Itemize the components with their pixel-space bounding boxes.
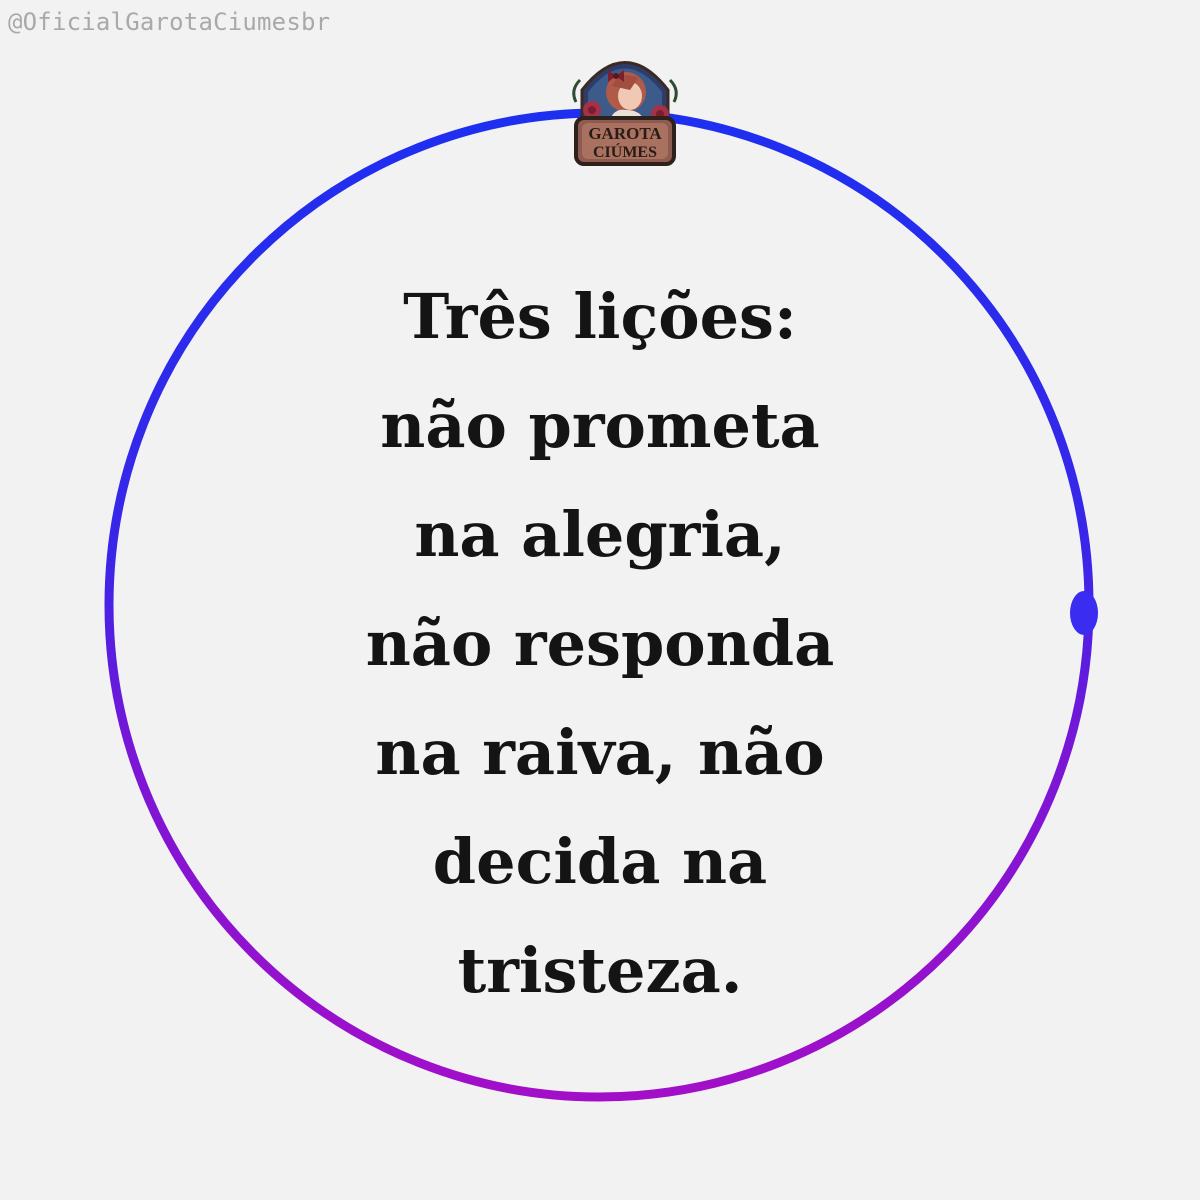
quote-text [250, 262, 950, 1025]
quote-line: decida na [432, 825, 768, 898]
watermark-handle: @OficialGarotaCiumesbr [8, 8, 331, 36]
quote-line: não prometa [380, 389, 820, 462]
quote-line: Três lições: [403, 280, 797, 353]
quote-line: na raiva, não [375, 716, 825, 789]
quote-line: tristeza. [457, 934, 743, 1007]
svg-text:CIÚMES: CIÚMES [592, 144, 658, 161]
quote-line: não responda [365, 607, 835, 680]
svg-text:GAROTA: GAROTA [588, 124, 662, 143]
ring-blob [1070, 591, 1098, 635]
garota-ciumes-logo [560, 40, 690, 170]
quote-line: na alegria, [414, 498, 786, 571]
